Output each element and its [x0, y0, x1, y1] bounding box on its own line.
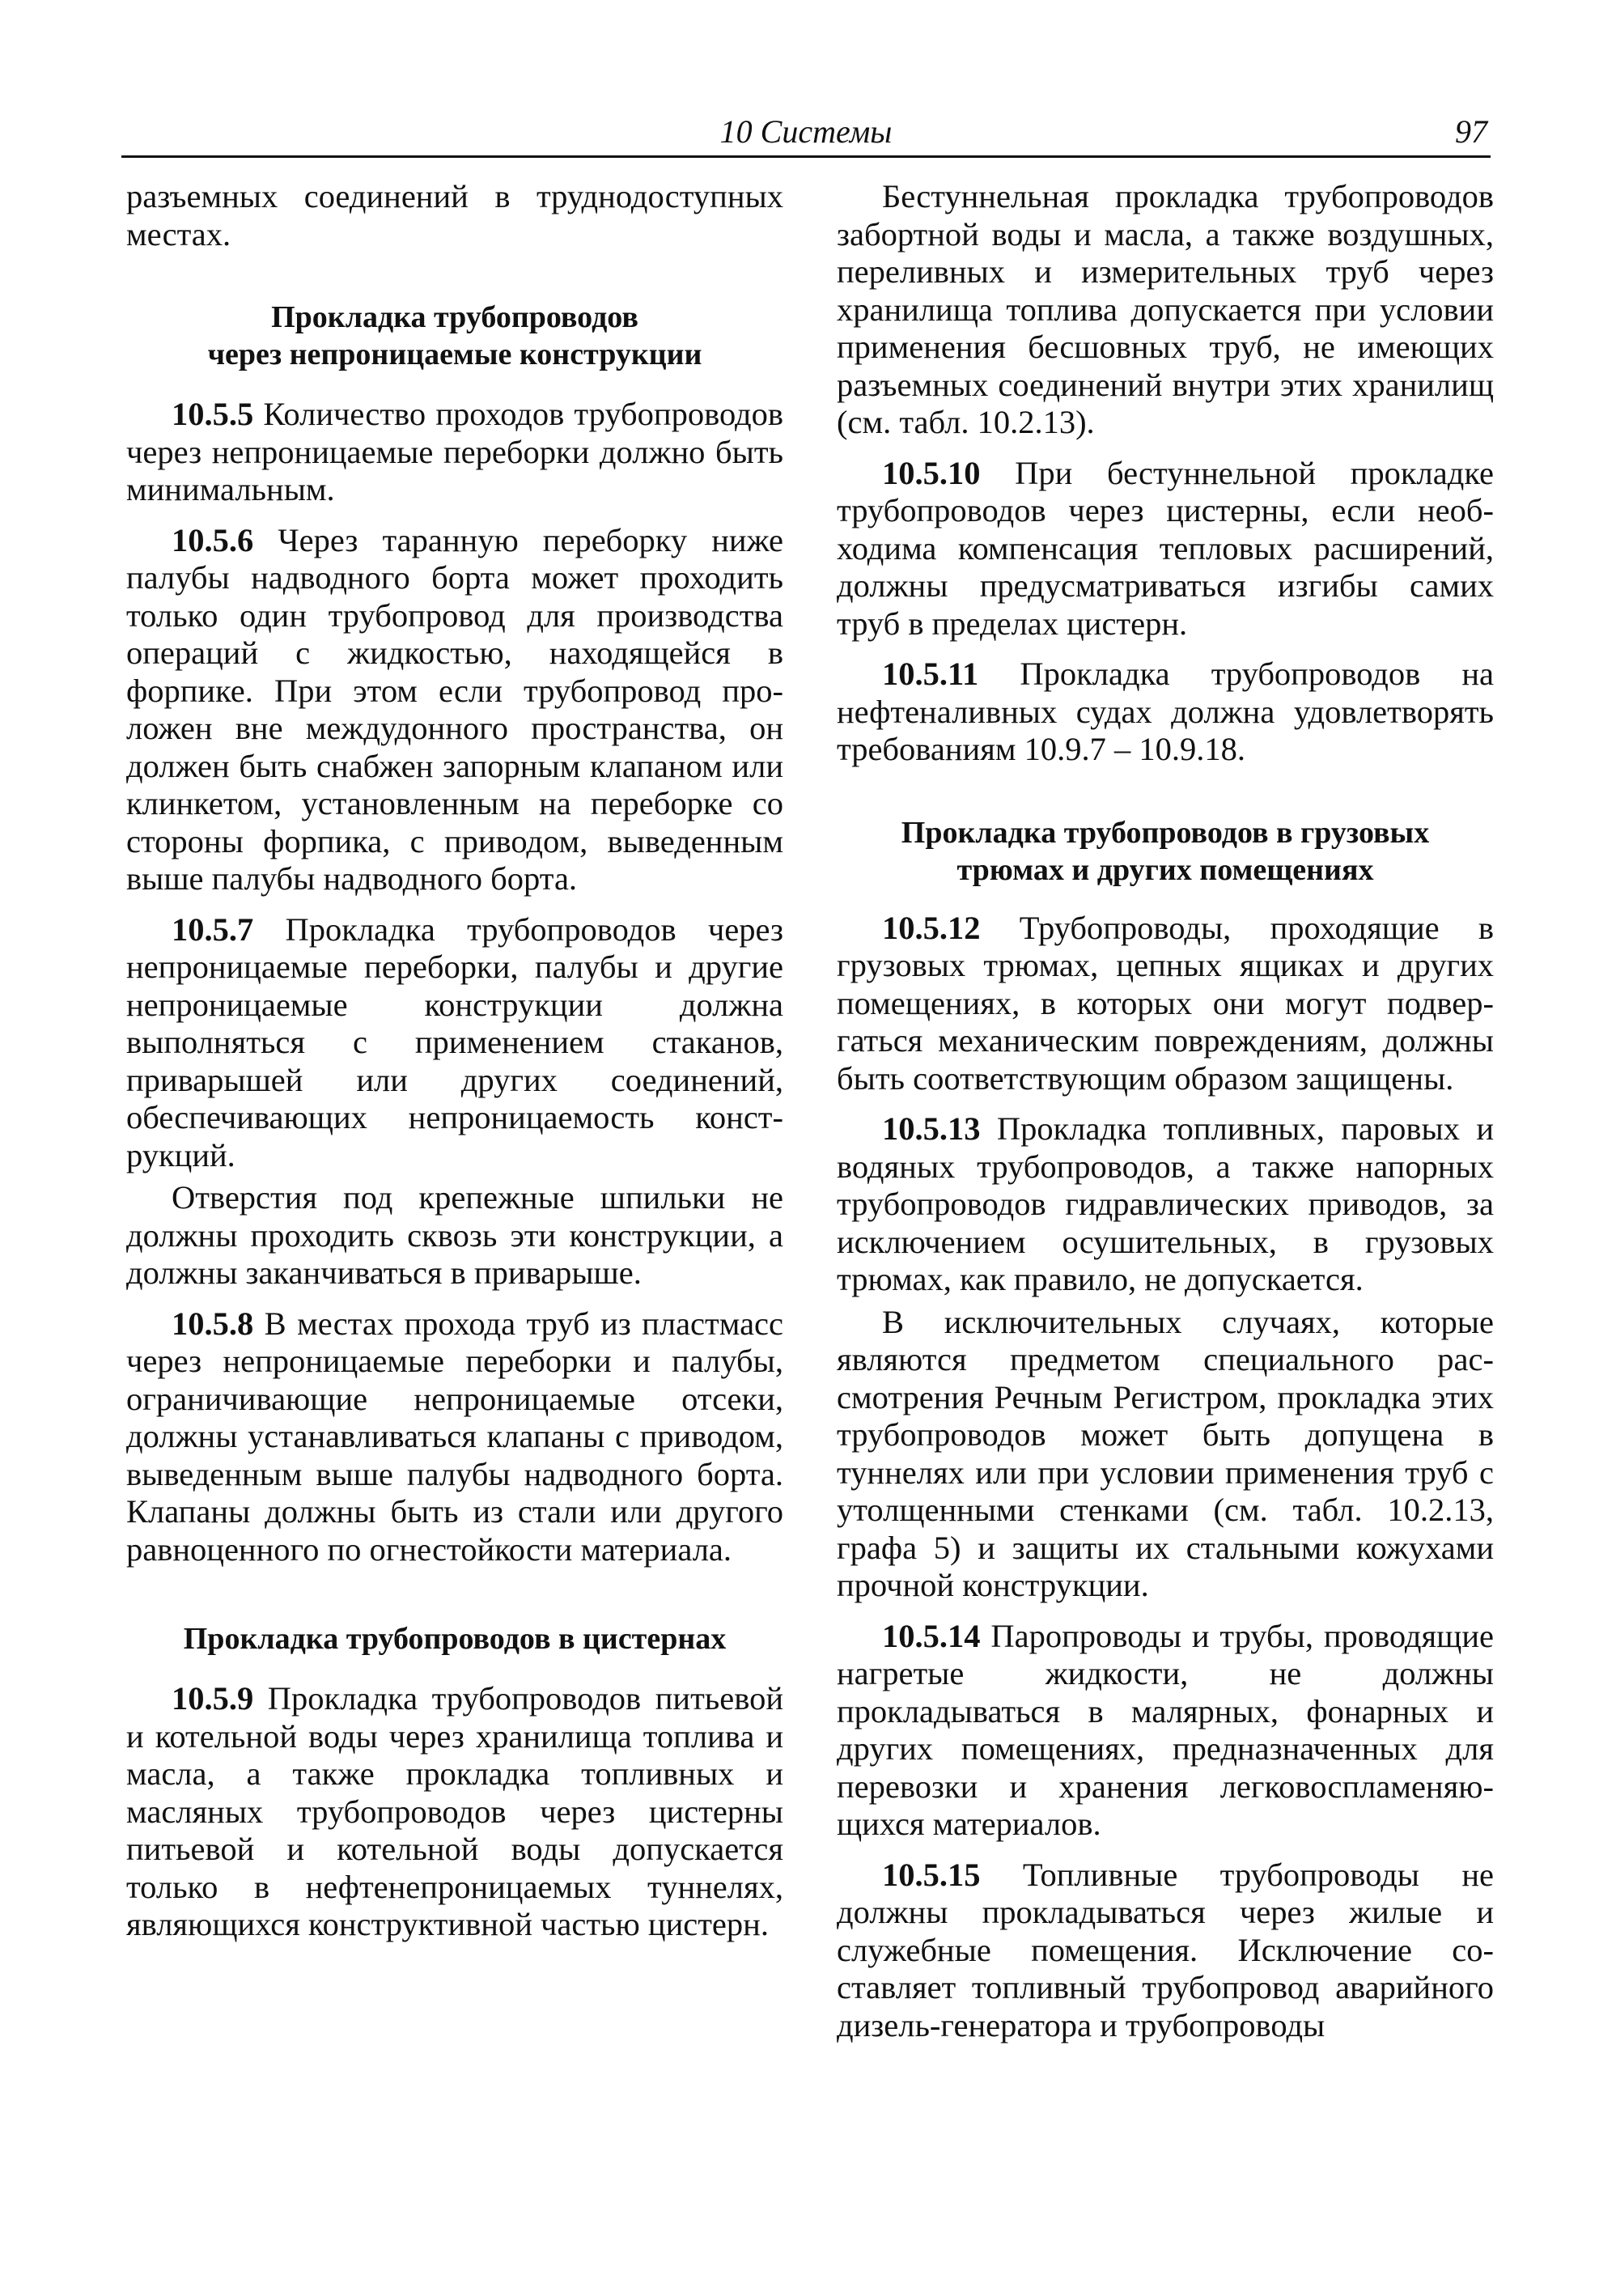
section-heading-line: Прокладка трубопроводов в грузовых — [901, 815, 1430, 850]
running-head: 10 Системы — [719, 113, 893, 150]
clause-10-5-7 — [126, 911, 783, 1175]
section-heading-line: трюмах и других помещениях — [956, 852, 1374, 887]
section-heading-line: Прокладка трубопроводов — [271, 300, 638, 334]
right-column — [837, 178, 1494, 2044]
page-header — [121, 110, 1491, 158]
clause-10-5-9 — [126, 1680, 783, 1944]
clause-text: При бестуннельной прокладке трубопроводов через цистерны, если необходима компенсация тепловых расширений, должны предусматриваться изгибы самих труб в пределах цистерн. — [837, 454, 1494, 642]
clause-text: Прокладка трубопроводов через непроницаемые переборки, палубы и другие непроницаемые конструкции должна выполняться с применением стаканов, приварышей или других соединений, обеспечивающих непроницаемость конструкций. — [126, 910, 783, 1173]
clause-number: 10.5.13 — [882, 1110, 981, 1147]
clause-number: 10.5.11 — [882, 656, 979, 692]
clause-10-5-6 — [126, 522, 783, 898]
clause-10-5-15 — [837, 1857, 1494, 2045]
clause-text: Через таранную переборку ниже палубы надводного борта может проходить только один трубопровод для производства операций с жидкостью, находящейся в форпике. При этом если трубопровод проложен вне междудонного пространства, он должен быть снабжен запорным клапаном или клинкетом, установленным на переборке со стороны форпика, с приводом, выведенным выше палубы надводного борта. — [126, 521, 783, 897]
clause-number: 10.5.15 — [882, 1856, 981, 1893]
paragraph-continuation: разъемных соединений в труднодоступных местах. — [126, 178, 783, 253]
page-number: 97 — [1455, 113, 1487, 150]
section-heading-cargo-holds — [837, 814, 1494, 889]
section-heading-line: через непроницаемые конструкции — [207, 337, 702, 371]
clause-10-5-12 — [837, 910, 1494, 1098]
clause-text: Топливные трубопроводы не должны прокладываться через жилые и служебные помещения. Исключение составляет топливный трубопровод аварийного дизель-генератора и трубопроводы — [837, 1856, 1494, 2043]
section-heading-tanks: Прокладка трубопроводов в цистернах — [183, 1622, 727, 1656]
clause-text: В местах прохода труб из пластмасс через непроницаемые переборки и палубы, ограничивающие непроницаемые отсеки, должны устанавливаться клапаны с приводом, выведенным выше палубы надводного борта. Клапаны должны быть из стали или другого равноценного по огнестойкости материала. — [126, 1305, 783, 1568]
clause-text: Трубопроводы, проходящие в грузовых трюмах, цепных ящиках и других помещениях, в которых они могут подвергаться механическим повреждениям, должны быть соответствующим образом защищены. — [837, 909, 1494, 1097]
clause-number: 10.5.7 — [172, 910, 254, 948]
clause-text: Паропроводы и трубы, проводящие нагретые жидкости, не должны прокладываться в малярных, фонарных и других помещениях, предназначенных для перевозки и хранения легковоспламеняющихся материалов. — [837, 1617, 1494, 1842]
section-heading-impermeable-structures — [126, 299, 783, 373]
clause-text: Количество проходов трубопроводов через непроницаемые переборки должно быть минимальным. — [126, 396, 783, 507]
clause-number: 10.5.5 — [172, 396, 254, 432]
clause-10-5-10 — [837, 455, 1494, 643]
paragraph-10-5-13-continued: В исключительных случаях, которые являются предметом специального рассмотрения Речным Регистром, прокладка этих трубопроводов может быть допущена в туннелях или при условии применения труб с утолщенными стенками (см. табл. 10.2.13, графа 5) и защиты их стальными кожухами прочной конструкции. — [837, 1303, 1494, 1603]
clause-number: 10.5.6 — [172, 521, 254, 558]
clause-10-5-5 — [126, 396, 783, 509]
clause-number: 10.5.8 — [172, 1305, 254, 1342]
clause-10-5-14 — [837, 1618, 1494, 1844]
clause-number: 10.5.12 — [882, 909, 981, 946]
left-column — [126, 178, 783, 1944]
clause-10-5-13 — [837, 1110, 1494, 1299]
clause-10-5-8 — [126, 1305, 783, 1569]
clause-number: 10.5.9 — [172, 1680, 254, 1717]
clause-text: Прокладка топливных, паровых и водяных трубопроводов, а также напорных трубопроводов гидравлических приводов, за исключением осушительных, в грузовых трюмах, как правило, не допускается. — [837, 1110, 1494, 1297]
clause-text: Прокладка трубопроводов на нефтеналивных судах должна удовлетворять требованиям 10.9.7 – 10.9.18. — [837, 656, 1494, 767]
clause-10-5-11 — [837, 656, 1494, 769]
clause-number: 10.5.14 — [882, 1617, 981, 1654]
paragraph-10-5-9-continued: Бестуннельная прокладка трубопроводов забортной воды и масла, а также воздушных, переливных и измерительных труб через хранилища топлива допускается при условии применения бесшовных труб, не имеющих разъемных соединений внутри этих хранилищ (см. табл. 10.2.13). — [837, 178, 1494, 440]
paragraph-10-5-7-continued: Отверстия под крепежные шпильки не должны проходить сквозь эти конструкции, а должны заканчиваться в приварыше. — [126, 1179, 783, 1291]
clause-text: Прокладка трубопроводов питьевой и котельной воды через хранилища топлива и масла, а также прокладка топливных и масляных трубопроводов через цистерны питьевой и котельной воды допускается только в нефтенепроницаемых туннелях, являющихся конструктивной частью цистерн. — [126, 1680, 783, 1942]
clause-number: 10.5.10 — [882, 454, 981, 491]
